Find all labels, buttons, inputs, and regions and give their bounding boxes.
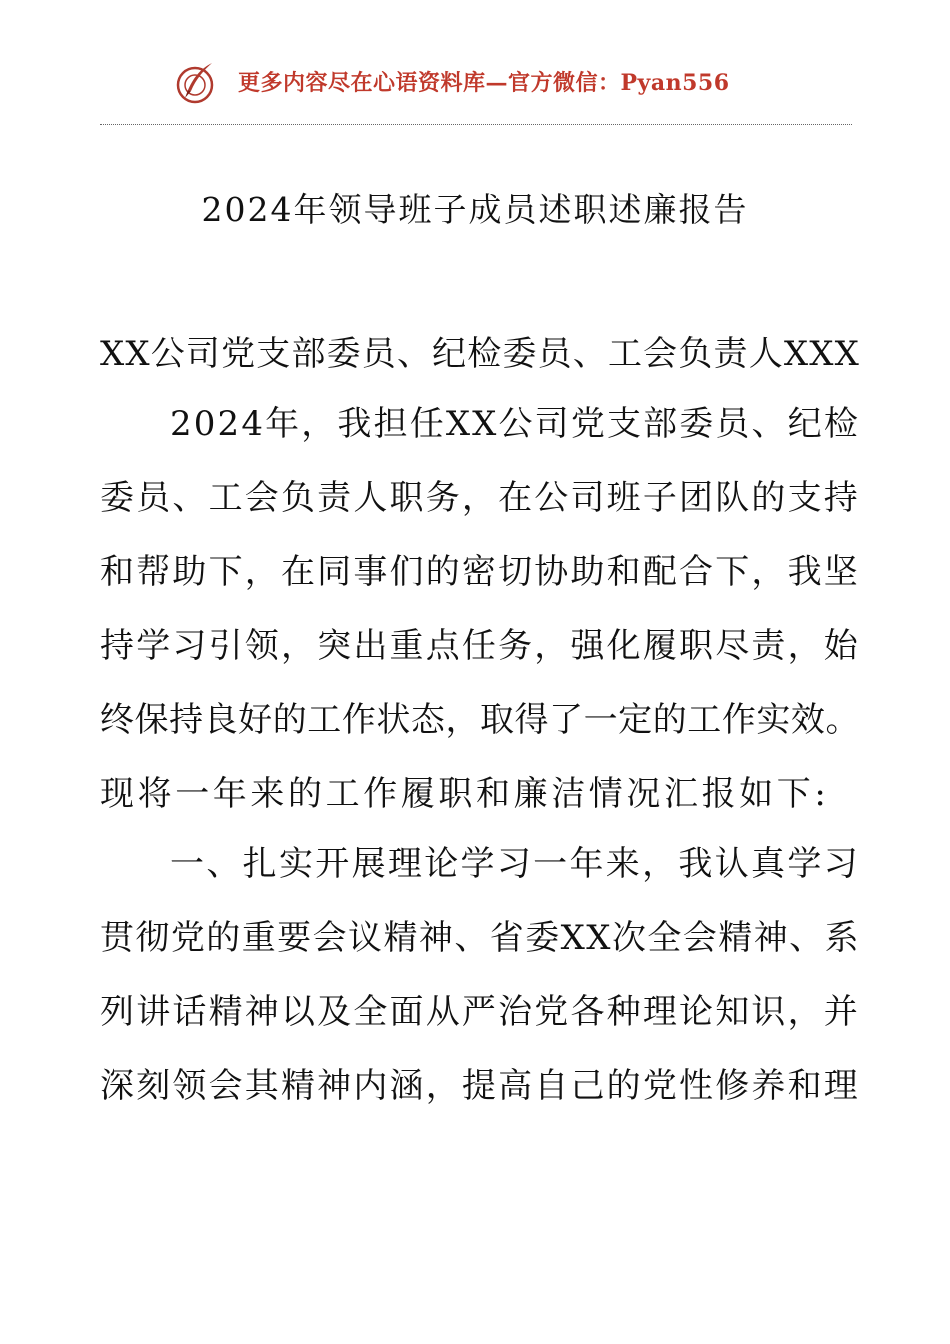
document-title: 2024年领导班子成员述职述廉报告 [201, 190, 749, 229]
page-header [0, 52, 950, 112]
paragraph-line: 列讲话精神以及全面从严治党各种理论知识，并 [100, 992, 860, 1032]
quill-pen-logo-icon [172, 60, 218, 106]
banner-text: 更多内容尽在心语资料库—官方微信： [238, 70, 621, 96]
paragraph-line: 委员、工会负责人职务，在公司班子团队的支持 [100, 478, 860, 518]
paragraph-line: 贯彻党的重要会议精神、省委XX次全会精神、系 [100, 918, 860, 958]
paragraph-line: 现将一年来的工作履职和廉洁情况汇报如下: [100, 774, 830, 814]
paragraph-line: 和帮助下，在同事们的密切协助和配合下，我坚 [100, 552, 860, 592]
wechat-id: Pyan556 [620, 70, 730, 96]
section-heading-line: 一、扎实开展理论学习一年来，我认真学习 [170, 844, 860, 884]
paragraph-line: 深刻领会其精神内涵，提高自己的党性修养和理 [100, 1066, 860, 1106]
paragraph-line: 持学习引领，突出重点任务，强化履职尽责，始 [100, 626, 860, 666]
header-banner [238, 66, 730, 97]
author-line: XX公司党支部委员、纪检委员、工会负责人XXX [100, 334, 860, 374]
header-divider [100, 124, 852, 125]
paragraph-line: 终保持良好的工作状态，取得了一定的工作实效。 [100, 700, 860, 740]
paragraph-line: 2024年，我担任XX公司党支部委员、纪检 [170, 404, 860, 444]
